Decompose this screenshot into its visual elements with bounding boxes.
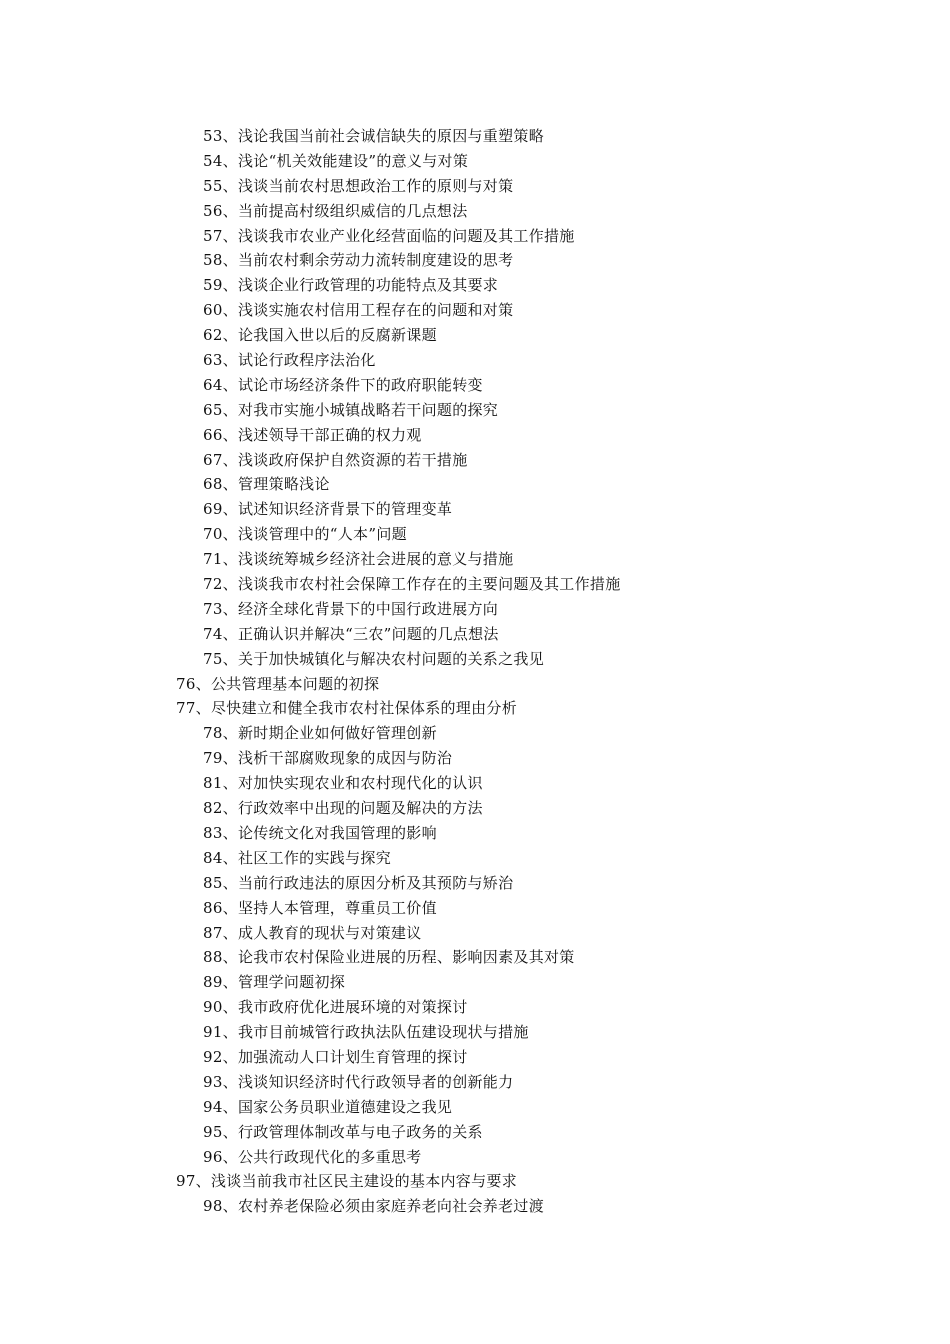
list-item: 66、浅述领导干部正确的权力观 [203,425,422,444]
list-item: 89、管理学问题初探 [203,973,346,992]
list-item: 84、社区工作的实践与探究 [203,848,391,867]
list-item: 67、浅谈政府保护自然资源的若干措施 [203,450,468,469]
list-item: 87、成人教育的现状与对策建议 [203,923,422,942]
list-item: 56、当前提高村级组织威信的几点想法 [203,201,468,220]
list-item: 83、论传统文化对我国管理的影响 [203,823,437,842]
list-item: 72、浅谈我市农村社会保障工作存在的主要问题及其工作措施 [203,575,621,594]
list-item: 59、浅谈企业行政管理的功能特点及其要求 [203,276,499,295]
list-item: 81、对加快实现农业和农村现代化的认识 [203,774,483,793]
list-item: 71、浅谈统筹城乡经济社会进展的意义与措施 [203,550,514,569]
list-item: 74、正确认识并解决“三农”问题的几点想法 [203,624,499,643]
list-item: 69、试述知识经济背景下的管理变革 [203,500,453,519]
list-item: 98、农村养老保险必须由家庭养老向社会养老过渡 [203,1197,544,1216]
list-item: 95、行政管理体制改革与电子政务的关系 [203,1122,483,1141]
list-item: 96、公共行政现代化的多重思考 [203,1147,422,1166]
topic-list [0,124,950,1219]
list-item: 58、当前农村剩余劳动力流转制度建设的思考 [203,251,514,270]
list-item: 92、加强流动人口计划生育管理的探讨 [203,1047,468,1066]
list-item: 60、浅谈实施农村信用工程存在的问题和对策 [203,301,514,320]
list-item: 57、浅谈我市农业产业化经营面临的问题及其工作措施 [203,226,575,245]
list-item: 73、经济全球化背景下的中国行政进展方向 [203,599,499,618]
list-item: 78、新时期企业如何做好管理创新 [203,724,437,743]
list-item: 85、当前行政违法的原因分析及其预防与矫治 [203,873,514,892]
list-item: 64、试论市场经济条件下的政府职能转变 [203,375,483,394]
list-item: 75、关于加快城镇化与解决农村问题的关系之我见 [203,649,544,668]
list-item: 90、我市政府优化进展环境的对策探讨 [203,998,468,1017]
list-item: 94、国家公务员职业道德建设之我见 [203,1097,453,1116]
list-item: 79、浅析干部腐败现象的成因与防治 [203,749,453,768]
list-item: 70、浅谈管理中的“人本”问题 [203,525,407,544]
list-item: 54、浅论“机关效能建设”的意义与对策 [203,151,469,170]
list-item: 76、公共管理基本问题的初探 [176,674,380,693]
list-item: 62、论我国入世以后的反腐新课题 [203,326,437,345]
list-item: 65、对我市实施小城镇战略若干问题的探究 [203,400,499,419]
list-item: 86、坚持人本管理，尊重员工价值 [203,898,437,917]
list-item: 55、浅谈当前农村思想政治工作的原则与对策 [203,176,514,195]
list-item: 88、论我市农村保险业进展的历程、影响因素及其对策 [203,948,575,967]
list-item: 82、行政效率中出现的问题及解决的方法 [203,799,483,818]
list-item: 93、浅谈知识经济时代行政领导者的创新能力 [203,1072,514,1091]
list-item: 68、管理策略浅论 [203,475,330,494]
list-item: 77、尽快建立和健全我市农村社保体系的理由分析 [176,699,517,718]
list-item: 97、浅谈当前我市社区民主建设的基本内容与要求 [176,1172,517,1191]
list-item: 53、浅论我国当前社会诚信缺失的原因与重塑策略 [203,127,544,145]
list-item: 63、试论行政程序法治化 [203,351,376,370]
list-item: 91、我市目前城管行政执法队伍建设现状与措施 [203,1023,529,1042]
